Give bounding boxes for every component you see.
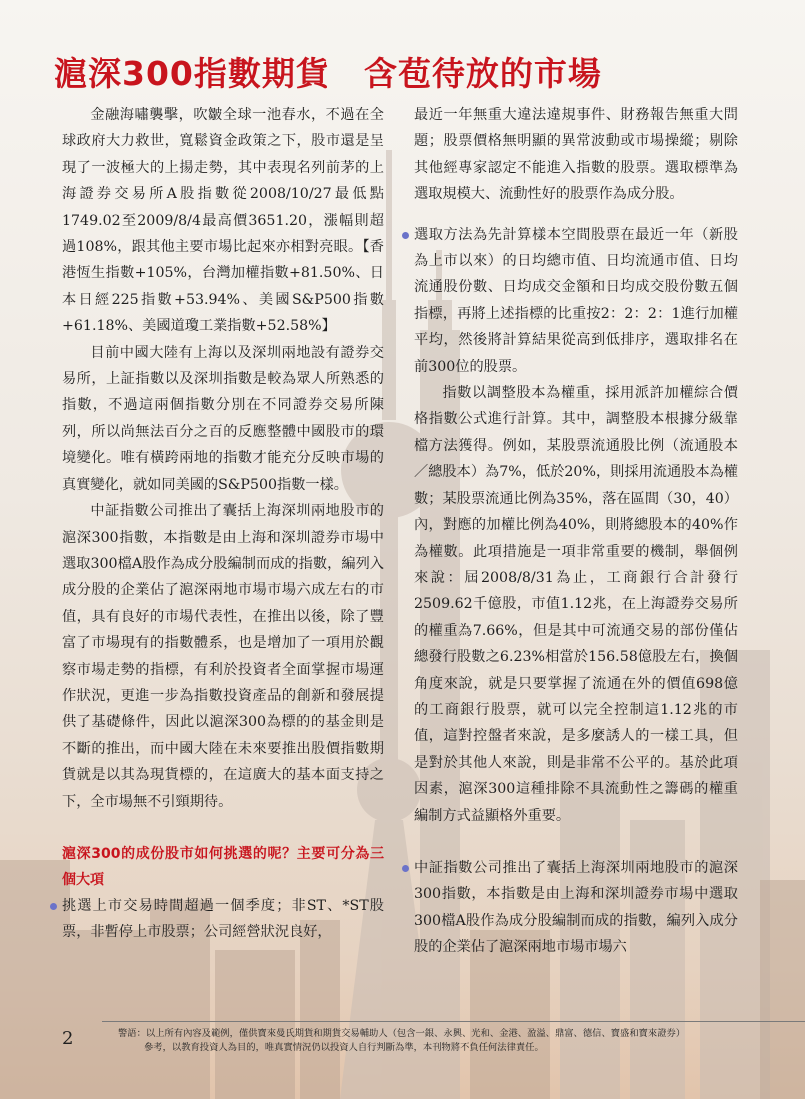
bullet-criteria-1: 挑選上市交易時間超過一個季度；非ST、*ST股票，非暫停上市股票；公司經營狀況良好，	[62, 893, 384, 946]
bullet-selection-method: 選取方法為先計算樣本空間股票在最近一年（新股為上市以來）的日均總市值、日均流通市值、日均流通股份數、日均成交金額和日均成交股份數五個指標，再將上述指標的比重按2：2：2：1進行加權平均，然後將計算結果從高到低排序，選取排名在前300位的股票。	[414, 222, 738, 380]
left-column	[62, 102, 384, 946]
disclaimer	[118, 1027, 778, 1055]
paragraph-weighting: 指數以調整股本為權重，採用派許加權綜合價格指數公式進行計算。其中，調整股本根據分級靠檔方法獲得。例如，某股票流通股比例（流通股本／總股本）為7%，低於20%，則採用流通股本為權數；某股票流通比例為35%，落在區間（30，40）內，對應的加權比例為40%，則將總股本的40%作為權數。此項措施是一項非常重要的機制，舉個例來說：屆2008/8/31為止，工商銀行合計發行2509.62千億股，市值1.12兆，在上海證券交易所的權重為7.66%，但是其中可流通交易的部份僅佔總發行股數之6.23%相當於156.58億股左右，換個角度來說，就是只要掌握了流通在外的價值698億的工商銀行股票，就可以完全控制這1.12兆的市值，這對控盤者來說，是多麼誘人的一樣工具，但是對於其他人來說，則是非常不公平的。基於此項因素，滬深300這種排除不具流動性之籌碼的權重編制方式益顯格外重要。	[414, 385, 738, 824]
bullet-csi-company: 中証指數公司推出了囊括上海深圳兩地股市的滬深300指數，本指數是由上海和深圳證券市場中選取300檔A股作為成分股編制而成的指數，編列入成分股的企業佔了滬深兩地市場市場六	[414, 855, 738, 961]
disclaimer-line-1: 警語：以上所有內容及範例，僅供寶來曼氏期貨和期貨交易輔助人（包含一銀、永興、光和、金港、盈溢、鼎富、德信、寶盛和寶來證券）	[118, 1028, 686, 1039]
paragraph-exchanges: 目前中國大陸有上海以及深圳兩地設有證券交易所，上証指數以及深圳指數是較為眾人所熟悉的指數，不過這兩個指數分別在不同證券交易所陳列，所以尚無法百分之百的反應整體中國股市的環境變化。唯有橫跨兩地的指數才能充分反映市場的真實變化，就如同美國的S&P500指數一樣。	[62, 344, 384, 493]
right-column	[414, 102, 738, 961]
paragraph-intro: 金融海嘯襲擊，吹皺全球一池春水，不過在全球政府大力救世，寬鬆資金政策之下，股市還是呈現了一波極大的上揚走勢，其中表現名列前茅的上海證券交易所A股指數從2008/10/27最低點1749.02至2009/8/4最高價3651.20，漲幅則超過108%，跟其他主要市場比起來亦相對亮眼。【香港恆生指數+105%，台灣加權指數+81.50%、日本日經225指數+53.94%、美國S&P500指數+61.18%、美國道瓊工業指數+52.58%】	[62, 107, 384, 335]
page-number: 2	[62, 1028, 74, 1049]
paragraph-csi300: 中証指數公司推出了囊括上海深圳兩地股市的滬深300指數，本指數是由上海和深圳證券市場中選取300檔A股作為成分股編制而成的指數，編列入成分股的企業佔了滬深兩地市場市場六成左右的市值，具有良好的市場代表性，在推出以後，除了豐富了市場現有的指數體系，也是增加了一項用於觀察市場走勢的指標，有利於投資者全面掌握市場運作狀況，更進一步為指數投資產品的創新和發展提供了基礎條件，因此以滬深300為標的的基金則是不斷的推出，而中國大陸在未來要推出股價指數期貨就是以其為現貨標的，在這廣大的基本面支持之下，全市場無不引頸期待。	[62, 503, 384, 810]
page-title: 滬深300指數期貨 含苞待放的市場	[54, 54, 602, 93]
footer-divider	[102, 1021, 805, 1022]
disclaimer-line-2: 參考，以教育投資人為目的，唯真實情況仍以投資人自行判斷為準，本刊物將不負任何法律責任。	[144, 1042, 544, 1053]
paragraph-criteria-continued: 最近一年無重大違法違規事件、財務報告無重大問題；股票價格無明顯的異常波動或市場操縱；剔除其他經專家認定不能進入指數的股票。選取標準為選取規模大、流動性好的股票作為成分股。	[414, 107, 738, 203]
section-subheading: 滬深300的成份股市如何挑選的呢？主要可分為三個大項	[62, 845, 384, 888]
